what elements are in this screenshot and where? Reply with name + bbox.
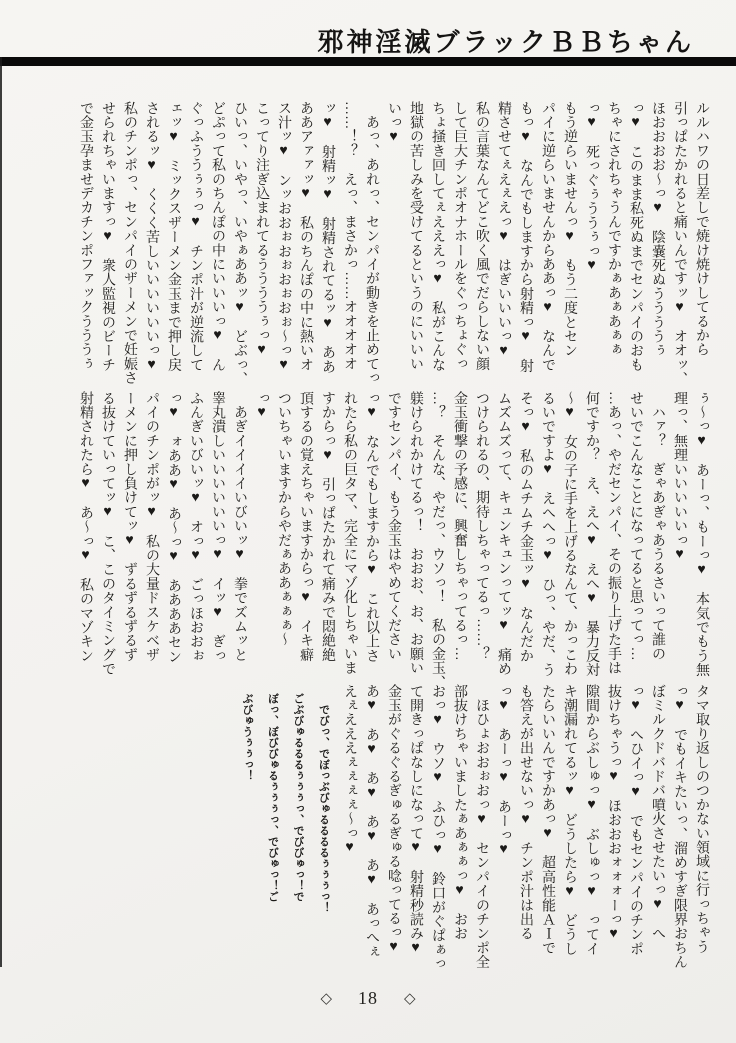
text-band-top [74, 101, 712, 401]
text-column: ついちゃいますからやだぁああぁぁぁ〜 [276, 391, 291, 647]
text-column: 〜♥ 女の子に手を上げるなんて、かっこわ [562, 391, 577, 676]
page-footer [0, 988, 736, 1009]
text-column: ス汁ッ♥ ンッおおぉおぉおぉおぉ〜っ♥ [276, 101, 291, 373]
text-column: っ♥ 死っぐぅううぅっ♥ [584, 101, 599, 274]
text-column: っ♥ なんでもしますから♥ これ以上さ [364, 391, 379, 663]
text-column: ッ♥ 射精ッ♥ 射精されてるッ♥ ああ [320, 101, 335, 374]
text-column: ェッ♥ ミックスザーメン金玉まで押し戻 [166, 101, 181, 372]
text-column: ああアァァッ♥ 私のちんぽの中に熱いオ [298, 101, 313, 372]
text-column: も答えが出せないっ♥ チンポ汁は出る [518, 684, 533, 941]
text-column: つけられるの、期待しちゃってるっ……？ [474, 391, 489, 661]
text-column: ぐっふううぅぅっ♥ チンポ汁が逆流して [188, 101, 203, 372]
page-number: 18 [358, 988, 378, 1008]
text-column: っ♥ [254, 391, 269, 421]
text-column: …？ そんな、やだっ、ウソっ！ 私の金玉、 [430, 391, 445, 690]
text-column: っ♥ でもイキたいっ、溜めすぎ限界おちん [672, 684, 687, 969]
text-column: 金玉衝撃の予感に、興奮しちゃってるっ… [452, 391, 467, 661]
text-column: 金玉がぐるぐるぎゅるぎゅる唸ってるっ♥ [386, 684, 401, 955]
text-column: …あっ、やだセンパイ、その振り上げた手は [606, 391, 621, 675]
text-column: ハァ？ ぎゃあぎゃあうるさいって誰の [650, 391, 665, 661]
text-column: おっ♥ ウソ♥ ふひっ♥ 鈴口がぐぱぁっ [430, 684, 445, 971]
text-column: 頂するの覚えちゃいますからっ♥ イキ癖 [298, 391, 313, 662]
text-column: ルルハワの日差しで焼け焼けしてるから [694, 101, 709, 357]
text-band-bottom [233, 684, 713, 984]
text-column: ひいっ、いやっ、いやぁああッ♥ どぶっ、 [232, 101, 247, 386]
text-column: っ♥ このまま私死ぬまでセンパイのおも [628, 101, 643, 372]
text-column: えぇえええぇぇぇぇ〜っ♥ [342, 684, 357, 856]
text-column: て開きっぱなしになって♥ 射精秒読み♥ [408, 684, 423, 956]
page-title: 邪神淫滅ブラックＢＢちゃん [317, 28, 694, 57]
left-scan-edge-line [0, 57, 2, 967]
text-column: 理っ、無理いいいいいっ♥ [672, 391, 687, 563]
text-column: あっ、あれっ、センパイが動きを止めてっ [364, 101, 379, 385]
text-column: で金玉孕ませデカチンポファックうううぅ [78, 101, 93, 371]
text-column: ぅ〜っ♥ あーっ、もーっ♥ 本気でもう無 [694, 391, 709, 677]
text-column: せられちゃいますっ♥ 衆人監視のビーチ [100, 101, 115, 372]
text-column: して巨大チンポオナホールをぐっちょぐっ [452, 101, 467, 371]
diamond-icon: ◇ [404, 991, 416, 1007]
header-rule-bar [0, 57, 736, 66]
text-column: もう逆らいませんっ♥ もう二度とセン [562, 101, 577, 358]
text-column: 睾丸潰しいいいいいいっ♥ イッ♥ ぎっ [210, 391, 225, 663]
text-band-middle [74, 391, 712, 691]
text-column: っ♥ ォああ♥ あ〜っ♥ ああああセン [166, 391, 181, 664]
text-column: 精させてぇえぇえっ♥ はぎいいいっ♥ [496, 101, 511, 359]
text-column: こってり注ぎ込まれてるううううぅっ♥ [254, 101, 269, 358]
text-column: あ♥ あ♥ あ♥ あ♥ あ♥ あっへぇ [364, 684, 379, 959]
text-column: されるッ♥ くくく苦しいいいいいいっ♥ [144, 101, 159, 373]
text-column: ーメンに押し負けてッ♥ ずるずるずるず [122, 391, 137, 662]
diamond-icon: ◇ [320, 991, 332, 1007]
text-column: ほひょおおぉおっ♥ センパイのチンポ全 [474, 684, 489, 969]
text-column: たらいいんですかあっ♥ 超高性能ＡＩで [540, 684, 555, 955]
text-column: るいですよ♥ えへへっ♥ ひっ、やだ、う [540, 391, 555, 677]
sfx-column: ごぶびゅるるるぅぅぅっ、でびびゅっ！で [292, 693, 305, 902]
text-column: もっ♥ なんでもしますから射精っ♥ 射 [518, 101, 533, 373]
text-column: 射精されたら♥ あ〜っ♥ 私のマゾキン [78, 391, 93, 663]
text-column: せいでこんなことになってると思ってっ… [628, 391, 643, 661]
text-column: 抜けちゃうっ♥ ほおおおォォォーっ♥ [606, 684, 621, 942]
text-column: ちょ掻き回してぇえええっ♥ 私がこんな [430, 101, 445, 372]
text-column: ほおおおお〜っ♥ 陰嚢死ぬううううぅ [650, 101, 665, 358]
sfx-column: でびっ、でぼっぶびゅるるるるぅぅぅっ！ [317, 693, 331, 913]
sfx-column: ぶびゅうぅぅっ！ [241, 693, 254, 781]
text-column: 隙間からぶしゅっ♥ ぶしゅっ♥ ってイ [584, 684, 599, 956]
text-column: そっ♥ 私のムチムチ金玉ッ♥ なんだか [518, 391, 533, 663]
text-column: ふんぎいびいッ♥ オっ♥ ごっほおおぉ [188, 391, 203, 663]
text-column: キ潮漏れてるッ♥ どうしたら♥ どうし [562, 684, 577, 956]
text-column: る抜けていってッ♥ こ、このタイミングで [100, 391, 115, 676]
text-column: 私の言葉なんてどこ吹く風でだらしない顔 [474, 101, 489, 371]
text-column: ムズムズって、キュンキュンってッ♥ 痛め [496, 391, 511, 676]
text-column: っ♥ あーっ♥ あーっ♥ [496, 684, 511, 858]
text-column: どぷって私のちんぽの中にいいいっ♥ ん [210, 101, 225, 372]
text-column: あぎイイイイいびいッ♥ 拳でズムッと [232, 391, 247, 662]
text-column: ……！？ えっ、まさかっ……オオオオオ [342, 101, 357, 371]
text-column: 地獄の苦しみを受けてるというのにいいい [408, 101, 423, 371]
text-column: 何ですか？ え、えへ♥ えへ♥ 暴力反対 [584, 391, 599, 677]
text-column: れたら私の巨タマ、完全にマゾ化しちゃいま [342, 391, 357, 675]
text-column: 引っぱたかれると痛いんですッ♥ オオッ、 [672, 101, 687, 386]
text-column: 私のチンポっ、センパイのザーメンで妊娠さ [122, 101, 137, 385]
text-column: パイに逆らいませんからああっ♥ なんで [540, 101, 555, 372]
text-column: いっ♥ [386, 101, 401, 145]
text-column: 躾けられかけてるっ！ おおお、お、お願い [408, 391, 423, 675]
text-column: ぼミルクドバドバ噴火させたいっ♥ へ [650, 684, 665, 941]
text-column: ですセンパイ、もう金玉はやめてください [386, 391, 401, 661]
text-column: っ♥ へひイっ♥ でもセンパイのチンポ [628, 684, 643, 956]
text-column: ちゃにされちゃうんですかぁあぁあぁぁ [606, 101, 621, 357]
text-column: タマ取り返しのつかない領域に行っちゃう [694, 684, 709, 954]
text-column: すからっ♥ 引っぱたかれて痛みで悶絶絶 [320, 391, 335, 662]
text-column: 部抜けちゃいましたぁあぁぁっ♥ おお [452, 684, 467, 941]
sfx-column: ぼっ、ぼびびゅるぅぅぅっ、でびゅっ！ご [266, 693, 280, 902]
text-column: パイのチンポがッ♥ 私の大量ドスケベザ [144, 391, 159, 662]
